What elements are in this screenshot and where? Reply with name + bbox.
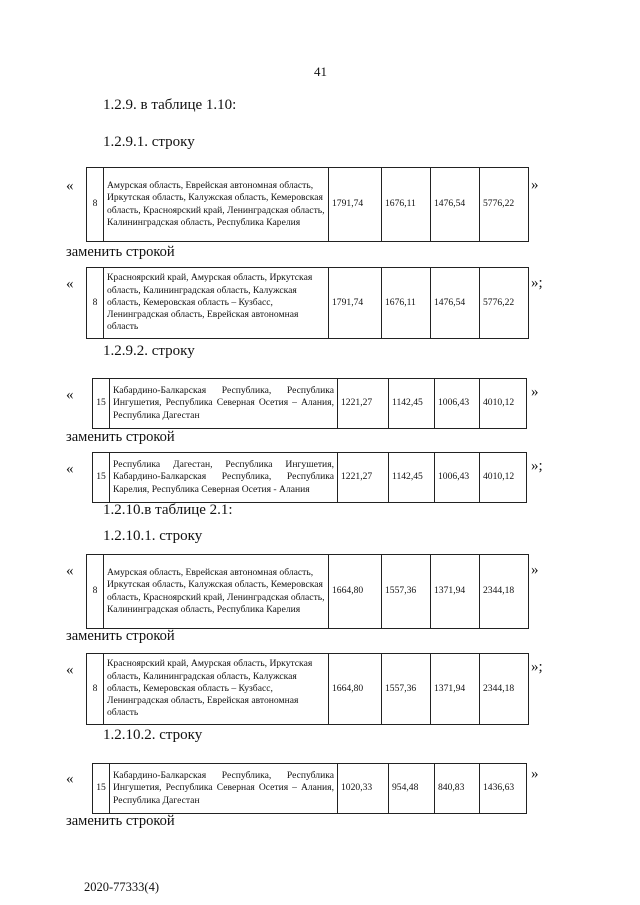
heading-1-2-9: 1.2.9. в таблице 1.10: [103, 97, 237, 113]
region-list: Красноярский край, Амурская область, Иркутская область, Калининградская область, Калужская область, Кемеровская область – Кузбасс, Ленинградская область, Еврейская автономная область [104, 654, 329, 725]
value-cell: 1557,36 [382, 555, 431, 629]
value-cell: 5776,22 [480, 268, 529, 339]
value-cell: 1791,74 [329, 168, 382, 242]
quote-close: » [531, 177, 539, 193]
replace-label: заменить строкой [66, 244, 175, 260]
region-list: Амурская область, Еврейская автономная область, Иркутская область, Калужская область, Кемеровская область, Красноярский край, Ленинградская область, Калининградская область, Республика Карелия [104, 555, 329, 629]
row-number: 15 [93, 379, 110, 429]
replace-label: заменить строкой [66, 813, 175, 829]
value-cell: 1676,11 [382, 268, 431, 339]
region-list: Амурская область, Еврейская автономная область, Иркутская область, Калужская область, Кемеровская область, Красноярский край, Ленинградская область, Калининградская область, Республика Карелия [104, 168, 329, 242]
table-row [86, 554, 529, 629]
value-cell: 1221,27 [338, 379, 389, 429]
table-row [86, 167, 529, 242]
value-cell: 2344,18 [480, 555, 529, 629]
value-cell: 1006,43 [435, 379, 480, 429]
quote-close-semicolon: »; [531, 275, 543, 291]
value-cell: 4010,12 [480, 453, 527, 503]
table-row [86, 267, 529, 339]
value-cell: 1664,80 [329, 654, 382, 725]
region-list: Кабардино-Балкарская Республика, Республика Ингушетия, Республика Северная Осетия – Алания, Республика Дагестан [110, 379, 338, 429]
region-list: Красноярский край, Амурская область, Иркутская область, Калининградская область, Калужская область, Кемеровская область – Кузбасс, Ленинградская область, Еврейская автономная область [104, 268, 329, 339]
heading-1-2-10-1: 1.2.10.1. строку [103, 528, 203, 544]
table-row [92, 763, 527, 814]
value-cell: 1221,27 [338, 453, 389, 503]
row-number: 15 [93, 453, 110, 503]
replace-label: заменить строкой [66, 429, 175, 445]
heading-1-2-9-1: 1.2.9.1. строку [103, 134, 195, 150]
document-code: 2020-77333(4) [84, 880, 159, 894]
value-cell: 954,48 [389, 764, 435, 814]
quote-close-semicolon: »; [531, 458, 543, 474]
table-row [92, 378, 527, 429]
heading-1-2-10: 1.2.10.в таблице 2.1: [103, 502, 233, 518]
quote-open: « [66, 563, 74, 579]
row-number: 8 [87, 555, 104, 629]
quote-close: » [531, 766, 539, 782]
page-number: 41 [314, 64, 327, 79]
table-row [92, 452, 527, 503]
value-cell: 1476,54 [431, 268, 480, 339]
replace-label: заменить строкой [66, 628, 175, 644]
quote-open: « [66, 276, 74, 292]
quote-open: « [66, 387, 74, 403]
value-cell: 1557,36 [382, 654, 431, 725]
table-row [86, 653, 529, 725]
heading-1-2-10-2: 1.2.10.2. строку [103, 727, 203, 743]
value-cell: 5776,22 [480, 168, 529, 242]
value-cell: 1676,11 [382, 168, 431, 242]
quote-close: » [531, 384, 539, 400]
value-cell: 4010,12 [480, 379, 527, 429]
value-cell: 2344,18 [480, 654, 529, 725]
value-cell: 1664,80 [329, 555, 382, 629]
quote-open: « [66, 178, 74, 194]
value-cell: 1142,45 [389, 453, 435, 503]
quote-open: « [66, 662, 74, 678]
value-cell: 840,83 [435, 764, 480, 814]
heading-1-2-9-2: 1.2.9.2. строку [103, 343, 195, 359]
value-cell: 1476,54 [431, 168, 480, 242]
value-cell: 1436,63 [480, 764, 527, 814]
value-cell: 1371,94 [431, 555, 480, 629]
row-number: 15 [93, 764, 110, 814]
value-cell: 1006,43 [435, 453, 480, 503]
quote-open: « [66, 461, 74, 477]
region-list: Республика Дагестан, Республика Ингушетия, Кабардино-Балкарская Республика, Республика Карелия, Республика Северная Осетия - Алания [110, 453, 338, 503]
value-cell: 1791,74 [329, 268, 382, 339]
quote-close: » [531, 562, 539, 578]
region-list: Кабардино-Балкарская Республика, Республика Ингушетия, Республика Северная Осетия – Алания, Республика Дагестан [110, 764, 338, 814]
value-cell: 1371,94 [431, 654, 480, 725]
value-cell: 1020,33 [338, 764, 389, 814]
row-number: 8 [87, 268, 104, 339]
row-number: 8 [87, 168, 104, 242]
row-number: 8 [87, 654, 104, 725]
quote-close-semicolon: »; [531, 659, 543, 675]
value-cell: 1142,45 [389, 379, 435, 429]
quote-open: « [66, 771, 74, 787]
